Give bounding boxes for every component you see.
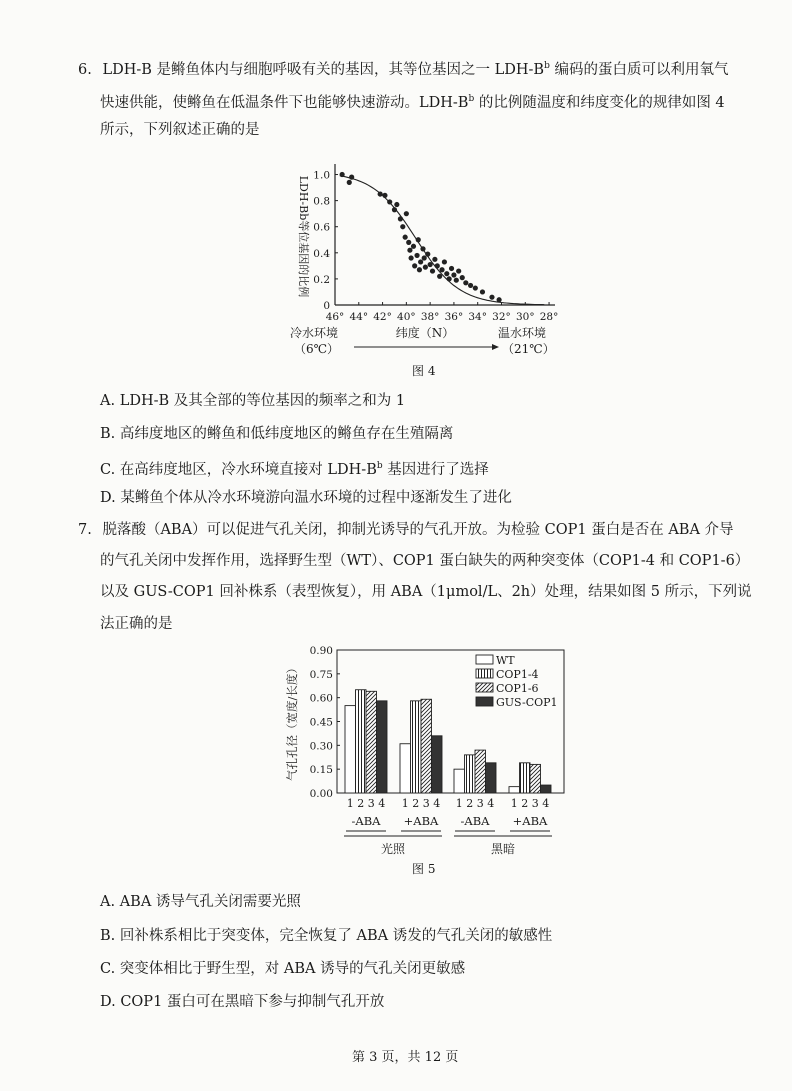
q6-option-a: A. LDH-B 及其全部的等位基因的频率之和为 1	[100, 393, 406, 409]
data-point	[460, 275, 465, 280]
condition-label: 光照	[380, 842, 406, 856]
data-point	[349, 175, 354, 180]
y-tick-label: 0.30	[309, 740, 333, 753]
x-tick-label: 38°	[420, 311, 440, 323]
q7-line1-text: 脱落酸（ABA）可以促进气孔关闭，抑制光诱导的气孔开放。为检验 COP1 蛋白是否在 ABA 介导	[102, 522, 734, 538]
data-point	[398, 216, 403, 221]
left-environment-label: 冷水环境	[290, 326, 339, 340]
figure-5-bar-chart	[282, 640, 572, 858]
data-point	[463, 280, 468, 285]
q7-option-a: A. ABA 诱导气孔关闭需要光照	[100, 894, 301, 910]
data-point	[497, 297, 502, 302]
group-sub-label: 1 2 3 4	[346, 797, 386, 810]
bar	[411, 701, 422, 793]
q6-option-c	[100, 456, 489, 480]
data-point	[404, 211, 409, 216]
y-tick-label: 0.00	[309, 788, 333, 800]
data-point	[412, 263, 417, 268]
data-point	[489, 295, 494, 300]
data-point	[439, 267, 444, 272]
data-point	[456, 268, 461, 273]
bar	[377, 701, 388, 793]
x-axis-label: 纬度（N）	[395, 326, 455, 340]
q6-line-3: 所示，下列叙述正确的是	[100, 122, 260, 138]
figure-4-caption: 图 4	[412, 364, 436, 378]
figure-5-caption: 图 5	[412, 862, 436, 876]
bar	[366, 691, 377, 793]
group-sub-label: 1 2 3 4	[455, 797, 495, 810]
x-tick-label: 32°	[492, 311, 511, 323]
data-point	[382, 193, 387, 198]
data-point	[473, 285, 478, 290]
data-point	[340, 172, 345, 177]
data-point	[444, 271, 449, 276]
data-point	[451, 272, 456, 277]
bar	[465, 755, 476, 793]
q6-option-c-sup: b	[376, 461, 383, 471]
right-temperature-label: （21℃）	[502, 342, 555, 356]
legend-label: COP1-6	[496, 682, 539, 695]
group-sub-label: 1 2 3 4	[510, 797, 550, 810]
x-tick-label: 40°	[397, 311, 416, 323]
data-point	[409, 255, 414, 260]
q7-line-4: 法正确的是	[100, 616, 173, 632]
q6-option-c-a: C. 在高纬度地区，冷水环境直接对 LDH-B	[100, 461, 377, 478]
figure-4-scatter	[280, 150, 570, 360]
data-point	[447, 276, 452, 281]
bar	[520, 763, 531, 793]
q6-line-2	[100, 89, 725, 113]
q6-line2-a: 快速供能，使鳉鱼在低温条件下也能够快速游动。LDH-B	[100, 94, 469, 111]
data-point	[425, 252, 430, 257]
q6-line1-b: 编码的蛋白质可以利用氧气	[549, 61, 729, 78]
bar	[530, 764, 541, 793]
q6-number: 6.	[78, 61, 92, 78]
y-tick-label: 0	[323, 300, 330, 312]
y-tick-label: 0.75	[309, 668, 333, 681]
legend-label: WT	[496, 654, 515, 667]
data-point	[423, 265, 428, 270]
data-point	[347, 180, 352, 185]
gradient-arrow-head	[492, 344, 499, 350]
x-tick-label: 28°	[539, 311, 559, 323]
legend-label: COP1-4	[496, 668, 539, 681]
bar	[509, 787, 520, 793]
y-tick-label: 0.90	[309, 645, 333, 657]
data-point	[411, 244, 416, 249]
y-tick-label: 0.60	[309, 692, 333, 705]
y-tick-label: 0.15	[309, 764, 333, 777]
y-tick-label: 0.8	[313, 195, 330, 208]
bar	[400, 744, 411, 793]
legend-label: GUS-COP1	[496, 696, 558, 709]
bar	[421, 699, 432, 793]
group-label: -ABA	[460, 814, 490, 828]
y-tick-label: 0.45	[309, 716, 333, 729]
x-tick-label: 42°	[373, 311, 392, 323]
data-point	[442, 259, 447, 264]
q6-line1-sup: b	[544, 61, 550, 71]
data-point	[400, 224, 405, 229]
data-point	[407, 248, 412, 253]
y-tick-label: 1.0	[313, 169, 330, 182]
data-point	[468, 283, 473, 288]
data-point	[406, 240, 411, 245]
q7-line-3: 以及 GUS-COP1 回补株系（表型恢复），用 ABA（1μmol/L、2h）处理，结果如图 5 所示，下列说	[100, 584, 752, 600]
q6-option-c-b: 基因进行了选择	[382, 461, 489, 478]
bar	[356, 690, 367, 793]
data-point	[403, 235, 408, 240]
q6-line2-b: 的比例随温度和纬度变化的规律如图 4	[474, 94, 725, 111]
y-axis-label: 气孔孔径（宽度/长度）	[285, 662, 299, 781]
fit-curve	[340, 176, 545, 305]
bar	[454, 769, 465, 793]
legend-swatch	[476, 669, 493, 678]
x-tick-label: 34°	[468, 311, 488, 323]
data-point	[394, 202, 399, 207]
q7-line-2: 的气孔关闭中发挥作用，选择野生型（WT）、COP1 蛋白缺失的两种突变体（COP1-4 和 COP1-6）	[100, 553, 750, 569]
x-tick-label: 44°	[349, 311, 369, 323]
y-tick-label: 0.6	[313, 221, 330, 234]
bar	[541, 785, 552, 793]
x-tick-label: 30°	[515, 311, 535, 323]
group-label: +ABA	[512, 814, 548, 828]
q6-option-b: B. 高纬度地区的鳉鱼和低纬度地区的鳉鱼存在生殖隔离	[100, 426, 454, 442]
q7-option-b: B. 回补株系相比于突变体，完全恢复了 ABA 诱发的气孔关闭的敏感性	[100, 928, 553, 944]
x-tick-label: 36°	[444, 311, 464, 323]
x-tick-label: 46°	[325, 311, 345, 323]
data-point	[454, 278, 459, 283]
y-tick-label: 0.4	[313, 247, 330, 260]
data-point	[437, 274, 442, 279]
group-label: +ABA	[403, 814, 439, 828]
group-label: -ABA	[351, 814, 381, 828]
group-sub-label: 1 2 3 4	[401, 797, 441, 810]
q6-line2-sup: b	[468, 94, 475, 104]
data-point	[387, 199, 392, 204]
data-point	[449, 266, 454, 271]
data-point	[480, 289, 485, 294]
data-point	[378, 191, 383, 196]
data-point	[430, 268, 435, 273]
data-point	[392, 207, 397, 212]
data-point	[418, 259, 423, 264]
q7-number: 7.	[78, 522, 92, 538]
bar	[475, 750, 486, 793]
left-temperature-label: （6℃）	[294, 342, 340, 356]
legend-swatch	[476, 683, 493, 692]
y-axis-label: LDH-Bb等位基因的比例	[297, 175, 310, 298]
bar	[345, 706, 356, 793]
condition-label: 黑暗	[490, 842, 516, 856]
bar	[486, 763, 497, 793]
q7-line-1	[78, 520, 734, 540]
data-point	[420, 246, 425, 251]
data-point	[417, 267, 422, 272]
right-environment-label: 温水环境	[498, 326, 547, 340]
data-point	[422, 255, 427, 260]
data-point	[414, 253, 419, 258]
legend-swatch	[476, 655, 493, 664]
y-tick-label: 0.2	[313, 273, 330, 286]
data-point	[432, 257, 437, 262]
q6-option-d: D. 某鳉鱼个体从冷水环境游向温水环境的过程中逐渐发生了进化	[100, 490, 512, 506]
q7-option-d: D. COP1 蛋白可在黑暗下参与抑制气孔开放	[100, 994, 385, 1010]
legend-swatch	[476, 697, 493, 706]
data-point	[435, 263, 440, 268]
q6-line-1	[78, 56, 728, 80]
data-point	[416, 237, 421, 242]
data-point	[428, 262, 433, 267]
q7-option-c: C. 突变体相比于野生型，对 ABA 诱导的气孔关闭更敏感	[100, 961, 466, 977]
q6-line1-a: LDH-B 是鳉鱼体内与细胞呼吸有关的基因，其等位基因之一 LDH-B	[102, 61, 545, 78]
page-footer: 第 3 页，共 12 页	[352, 1050, 459, 1065]
bar	[432, 736, 443, 793]
